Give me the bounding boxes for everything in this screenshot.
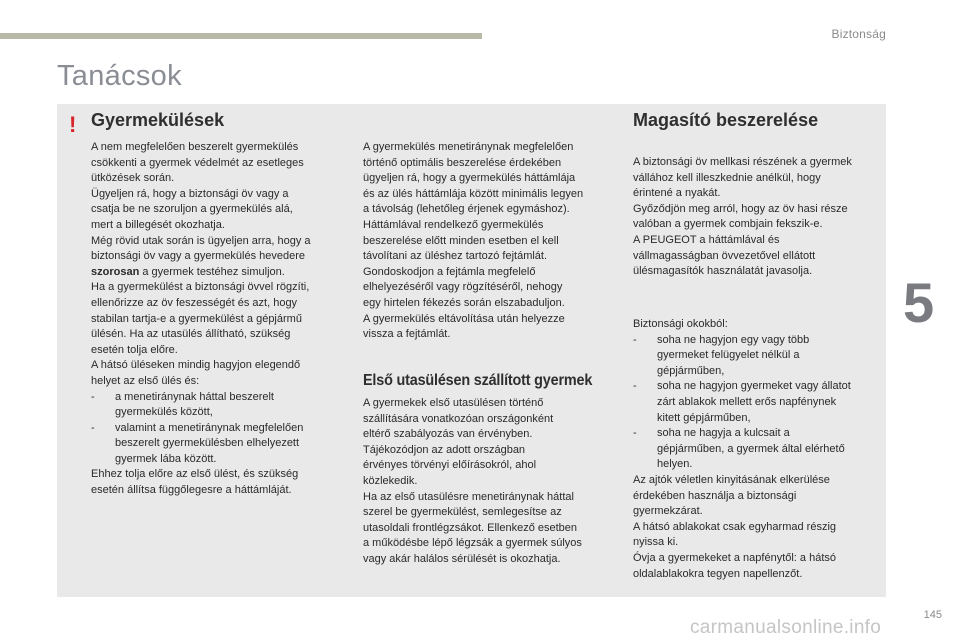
text-line: A hátsó ablakokat csak egyharmad részig bbox=[633, 520, 837, 533]
text-line: utasoldali frontlégzsákot. Ellenkező esetben bbox=[363, 521, 578, 534]
text-line: vagy akár halálos sérülését is okozhatja. bbox=[363, 552, 561, 565]
text-line: ülésmagasítók használatát javasolja. bbox=[633, 265, 813, 278]
text-line: Biztonsági okokból: bbox=[633, 318, 728, 330]
bullet-item-cont: zárt ablakok mellett erős napfénynek bbox=[657, 395, 837, 408]
heading-child-seats: Gyermekülések bbox=[91, 110, 225, 130]
text-line: szállítására vonatkozóan országonként bbox=[363, 412, 554, 425]
text-line: távolítani az üléshez tartozó fejtámlát. bbox=[363, 250, 548, 263]
text-line: beszerelése előtt minden esetben el kell bbox=[363, 234, 559, 247]
front-seat-text bbox=[363, 396, 611, 568]
text-line: csökkenti a gyermek védelmét az esetleges bbox=[91, 156, 304, 169]
bullet-item-cont: helyen. bbox=[657, 458, 693, 471]
text-line: Ha a gyermekülést a biztonsági övvel rögzíti, bbox=[91, 281, 310, 294]
text-line: ütközések során. bbox=[91, 172, 175, 185]
bullet-item-cont: beszerelt gyermekülésben elhelyezett bbox=[115, 437, 300, 450]
dash-icon: - bbox=[633, 427, 637, 440]
dash-icon: - bbox=[633, 380, 637, 393]
text-line: esetén állítsa függőlegesre a háttámláját. bbox=[91, 484, 292, 497]
text-line: A gyermekülés menetiránynak megfelelően bbox=[363, 141, 574, 153]
bullet-item-cont: gyermek lába között. bbox=[115, 452, 217, 465]
page-number: 145 bbox=[923, 609, 942, 621]
bold-text: szorosan bbox=[91, 265, 140, 278]
bullet-item-cont: kitett gépjárműben, bbox=[657, 411, 751, 424]
text-line: stabilan tartja-e a gyermekülést a gépjármű bbox=[91, 312, 302, 325]
dash-icon: - bbox=[91, 421, 95, 434]
text-line: érdekében használja a biztonsági bbox=[633, 489, 797, 502]
text-line: történő optimális beszerelése érdekében bbox=[363, 156, 562, 169]
text-line: érintené a nyakát. bbox=[633, 187, 721, 200]
text-fragment: a gyermek testéhez simuljon. bbox=[139, 265, 285, 278]
text-line: esetén tolja előre. bbox=[91, 343, 178, 356]
heading-booster: Magasító beszerelése bbox=[633, 110, 819, 130]
bullet-item-cont: gépjárműben, bbox=[657, 364, 725, 377]
text-line: A gyermekülés eltávolítása után helyezze bbox=[363, 312, 565, 325]
text-line: Háttámlával rendelkező gyermekülés bbox=[363, 218, 544, 231]
text-line: közlekedik. bbox=[363, 474, 418, 487]
text-line: helyet az első ülés és: bbox=[91, 374, 200, 387]
bullet-item: - soha ne hagyja a kulcsait a bbox=[633, 426, 883, 442]
page-title: Tanácsok bbox=[57, 60, 182, 92]
text-line: és az ülés háttámlája között minimális legyen bbox=[363, 187, 584, 200]
exclamation-icon: ! bbox=[69, 112, 77, 137]
text-line: mert a billegését okozhatja. bbox=[91, 218, 225, 231]
bullet-item: - soha ne hagyjon gyermeket vagy állatot bbox=[633, 379, 883, 395]
text-line: elhelyezéséről vagy rögzítéséről, nehogy bbox=[363, 281, 563, 294]
text-line: Tájékozódjon az adott országban bbox=[363, 443, 526, 456]
text-line: ülésén. Ha az utasülés állítható, szükség bbox=[91, 328, 291, 341]
bullet-item-cont: gépjárműben, a gyermek által elérhető bbox=[657, 442, 845, 455]
watermark: carmanualsonline.info bbox=[690, 617, 882, 638]
text-line bbox=[91, 265, 346, 281]
text-line: valóban a gyermek combjain fekszik-e. bbox=[633, 218, 823, 231]
child-seats-column-1 bbox=[91, 140, 346, 499]
text-line: vállmagasságban övvezetővel ellátott bbox=[633, 249, 816, 262]
text-line: gyermekzárat. bbox=[633, 505, 703, 518]
text-line: a távolság (lehetőleg érjenek egymáshoz). bbox=[363, 203, 570, 216]
child-seats-column-2 bbox=[363, 140, 611, 343]
text-line: ügyeljen rá, hogy a gyermekülés háttámlája bbox=[363, 172, 576, 185]
bullet-item: - soha ne hagyjon egy vagy több bbox=[633, 333, 883, 349]
bullet-item-cont: gyermekülés között, bbox=[115, 406, 213, 419]
text-line: eltérő szabályozás van érvényben. bbox=[363, 428, 533, 441]
text-line: A PEUGEOT a háttámlával és bbox=[633, 233, 780, 246]
text-line: Az ajtók véletlen kinyitásának elkerülése bbox=[633, 473, 830, 486]
header-bar bbox=[0, 33, 482, 39]
text-line: nyissa ki. bbox=[633, 536, 679, 549]
text-line: A nem megfelelően beszerelt gyermekülés bbox=[91, 141, 299, 153]
text-line: érvényes törvényi előírásokról, ahol bbox=[363, 459, 537, 472]
text-line: oldalablakokra tegyen napellenzőt. bbox=[633, 567, 803, 580]
text-line: Ügyeljen rá, hogy a biztonsági öv vagy a bbox=[91, 187, 289, 200]
bullet-item: - a menetiránynak háttal beszerelt bbox=[91, 390, 346, 406]
text-line: A gyermekek első utasülésen történő bbox=[363, 397, 544, 409]
bullet-item: - valamint a menetiránynak megfelelően bbox=[91, 421, 346, 437]
section-label: Biztonság bbox=[831, 27, 886, 41]
heading-front-seat: Első utasülésen szállított gyermek bbox=[363, 372, 593, 389]
text-line: Győződjön meg arról, hogy az öv hasi része bbox=[633, 202, 848, 215]
text-line: csatja be ne szoruljon a gyermekülés alá, bbox=[91, 203, 293, 216]
text-line: a működésbe lépő légzsák a gyermek súlyos bbox=[363, 537, 582, 550]
text-line: A hátsó üléseken mindig hagyjon elegendő bbox=[91, 359, 301, 372]
text-line: Gondoskodjon a fejtámla megfelelő bbox=[363, 265, 536, 278]
text-line: ellenőrizze az öv feszességét és azt, hogy bbox=[91, 296, 298, 309]
safety-text bbox=[633, 317, 883, 582]
text-line: vissza a fejtámlát. bbox=[363, 328, 451, 341]
text-line: Még rövid utak során is ügyeljen arra, hogy a bbox=[91, 234, 311, 247]
text-line: Ehhez tolja előre az első ülést, és szükség bbox=[91, 468, 299, 481]
text-line: szerel be gyermekülést, semlegesítse az bbox=[363, 506, 562, 519]
booster-text bbox=[633, 155, 883, 280]
dash-icon: - bbox=[633, 333, 637, 346]
text-line: Ha az első utasülésre menetiránynak háttal bbox=[363, 490, 574, 503]
text-line: vállához kell illeszkednie anélkül, hogy bbox=[633, 171, 821, 184]
text-line: A biztonsági öv mellkasi részének a gyermek bbox=[633, 156, 852, 168]
text-line: egy hirtelen fékezés során elszabaduljon. bbox=[363, 296, 565, 309]
bullet-item-cont: gyermeket felügyelet nélkül a bbox=[657, 349, 800, 362]
dash-icon: - bbox=[91, 390, 95, 403]
text-line: biztonsági öv vagy a gyermekülés hevedere bbox=[91, 250, 306, 263]
chapter-number: 5 bbox=[903, 271, 935, 334]
text-line: Óvja a gyermekeket a napfénytől: a hátsó bbox=[633, 551, 837, 564]
